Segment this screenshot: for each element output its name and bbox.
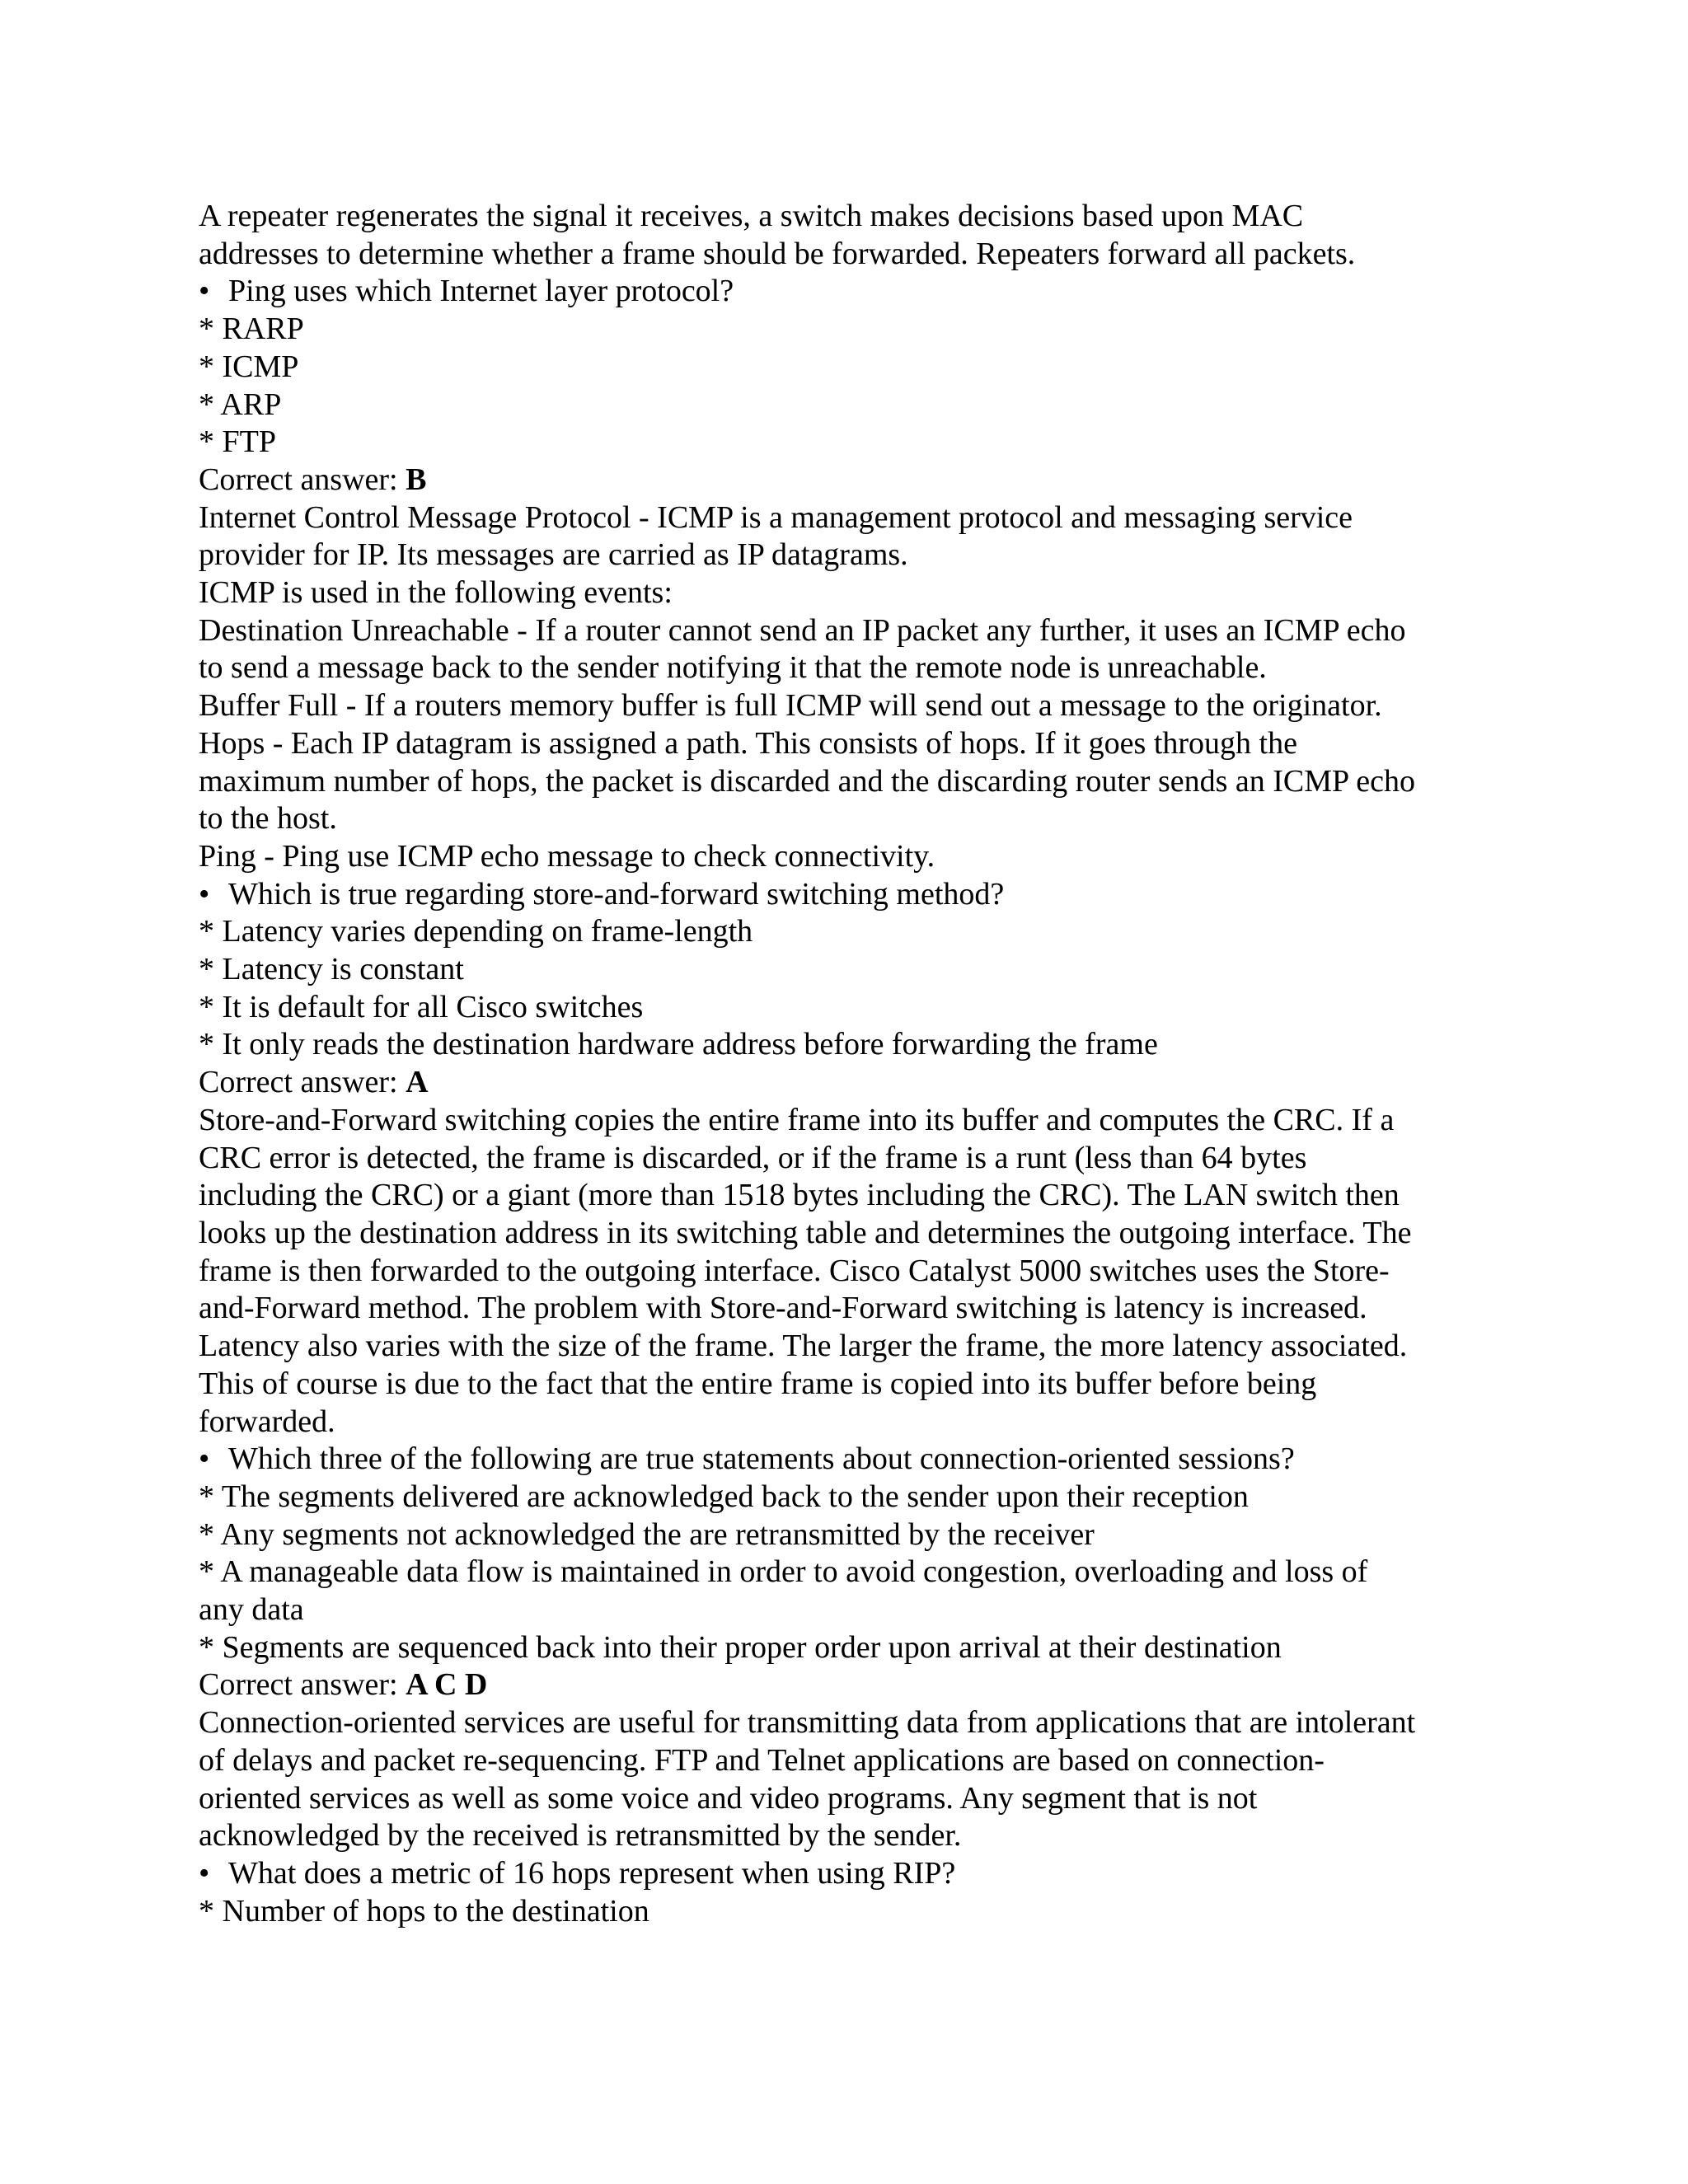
explanation-line: of delays and packet re-sequencing. FTP and Telnet applications are based on connection-: [199, 1742, 1325, 1778]
explanation-line: Internet Control Message Protocol - ICMP is a management protocol and messaging service: [199, 499, 1353, 535]
document-page: [199, 198, 1501, 1930]
correct-answer-label: Correct answer:: [199, 1667, 406, 1703]
explanation-line: Hops - Each IP datagram is assigned a path. This consists of hops. If it goes through the: [199, 725, 1297, 761]
option-item: * It only reads the destination hardware address before forwarding the frame: [199, 1027, 1158, 1062]
question-line: [199, 273, 1501, 311]
intro-paragraph: [199, 198, 1501, 273]
explanation-line: including the CRC) or a giant (more than 1518 bytes including the CRC). The LAN switch then: [199, 1178, 1400, 1213]
explanation-line: Ping - Ping use ICMP echo message to check connectivity.: [199, 838, 935, 874]
correct-answer-line: [199, 1666, 1501, 1704]
question-block-2: [199, 876, 1501, 1441]
explanation-line: Connection-oriented services are useful for transmitting data from applications that are intolerant: [199, 1705, 1416, 1741]
question-line: [199, 1441, 1501, 1479]
correct-answer-value: A C D: [406, 1667, 488, 1703]
explanation-line: Buffer Full - If a routers memory buffer is full ICMP will send out a message to the originator.: [199, 688, 1382, 724]
question-block-4: [199, 1855, 1501, 1930]
correct-answer-line: [199, 462, 1501, 499]
explanation-line: to the host.: [199, 801, 337, 837]
option-item: * FTP: [199, 424, 276, 460]
explanation-line: acknowledged by the received is retransmitted by the sender.: [199, 1818, 962, 1854]
option-item: * Latency varies depending on frame-length: [199, 914, 753, 949]
bullet-icon: •: [199, 1855, 210, 1891]
explanation-line: This of course is due to the fact that the entire frame is copied into its buffer before being: [199, 1366, 1317, 1401]
option-item: * RARP: [199, 312, 304, 347]
option-item: * Segments are sequenced back into their proper order upon arrival at their destination: [199, 1629, 1282, 1665]
option-item: * The segments delivered are acknowledged back to the sender upon their reception: [199, 1479, 1249, 1514]
question-block-1: [199, 273, 1501, 875]
explanation-line: frame is then forwarded to the outgoing interface. Cisco Catalyst 5000 switches uses the Store-: [199, 1253, 1390, 1288]
explanation-line: Store-and-Forward switching copies the entire frame into its buffer and computes the CRC. If a: [199, 1102, 1395, 1137]
bullet-icon: •: [199, 1441, 210, 1477]
bullet-icon: •: [199, 274, 210, 309]
option-item: * It is default for all Cisco switches: [199, 989, 644, 1024]
question-text: Ping uses which Internet layer protocol?: [228, 274, 734, 309]
correct-answer-value: B: [406, 462, 427, 497]
explanation-line: Latency also varies with the size of the frame. The larger the frame, the more latency associated.: [199, 1329, 1408, 1364]
question-line: [199, 1855, 1501, 1893]
explanation-line: forwarded.: [199, 1404, 335, 1439]
explanation-line: to send a message back to the sender notifying it that the remote node is unreachable.: [199, 650, 1267, 686]
correct-answer-line: [199, 1064, 1501, 1102]
option-item: * A manageable data flow is maintained in order to avoid congestion, overloading and loss of: [199, 1554, 1368, 1590]
explanation-line: CRC error is detected, the frame is discarded, or if the frame is a runt (less than 64 bytes: [199, 1140, 1307, 1175]
correct-answer-value: A: [406, 1065, 429, 1100]
intro-line: A repeater regenerates the signal it receives, a switch makes decisions based upon MAC: [199, 199, 1304, 233]
correct-answer-label: Correct answer:: [199, 1065, 406, 1100]
explanation-line: looks up the destination address in its switching table and determines the outgoing interface. The: [199, 1215, 1412, 1250]
bullet-icon: •: [199, 876, 210, 912]
option-item: any data: [199, 1592, 304, 1628]
question-text: What does a metric of 16 hops represent when using RIP?: [228, 1855, 956, 1891]
explanation-line: maximum number of hops, the packet is discarded and the discarding router sends an ICMP echo: [199, 763, 1416, 799]
intro-line: addresses to determine whether a frame should be forwarded. Repeaters forward all packets.: [199, 236, 1356, 271]
explanation-line: Destination Unreachable - If a router cannot send an IP packet any further, it uses an ICMP echo: [199, 612, 1406, 648]
option-item: * Any segments not acknowledged the are retransmitted by the receiver: [199, 1516, 1095, 1552]
explanation-line: oriented services as well as some voice and video programs. Any segment that is not: [199, 1780, 1258, 1816]
explanation-line: provider for IP. Its messages are carried as IP datagrams.: [199, 537, 908, 573]
question-line: [199, 876, 1501, 914]
option-item: * Number of hops to the destination: [199, 1893, 649, 1929]
correct-answer-label: Correct answer:: [199, 462, 406, 497]
option-item: * ARP: [199, 387, 282, 422]
explanation-line: ICMP is used in the following events:: [199, 575, 673, 611]
option-item: * Latency is constant: [199, 952, 464, 987]
explanation-line: and-Forward method. The problem with Store-and-Forward switching is latency is increased.: [199, 1291, 1367, 1326]
question-block-3: [199, 1441, 1501, 1855]
question-text: Which is true regarding store-and-forward switching method?: [228, 876, 1005, 912]
question-text: Which three of the following are true statements about connection-oriented sessions?: [228, 1441, 1295, 1477]
option-item: * ICMP: [199, 349, 299, 384]
